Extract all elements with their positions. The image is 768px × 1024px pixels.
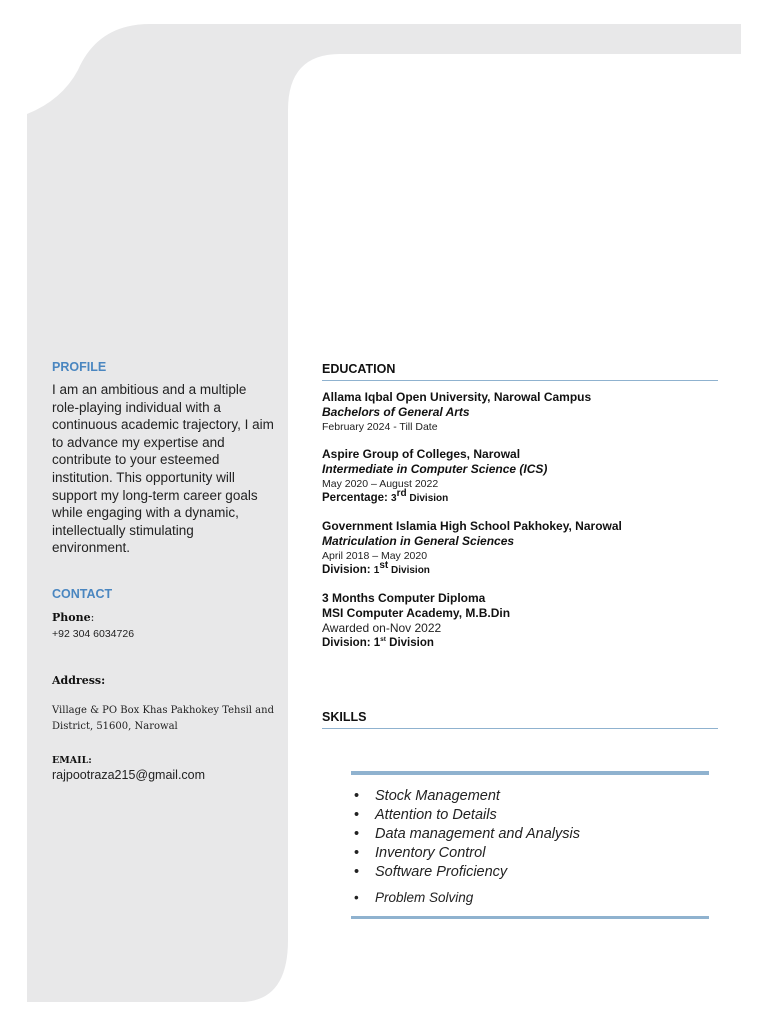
edu-school: Allama Iqbal Open University, Narowal Campus (322, 390, 592, 404)
profile-heading: PROFILE (52, 360, 107, 374)
bullet-icon: • (354, 890, 359, 905)
edu-institute: MSI Computer Academy, M.B.Din (322, 606, 511, 620)
edu-result (322, 488, 718, 506)
bullet-icon: • (354, 864, 360, 880)
edu-result-sup: st (379, 560, 389, 572)
skill-item (354, 844, 709, 863)
edu-result-rest: Division (406, 493, 449, 504)
address-value: Village & PO Box Khas Pakhokey Tehsil and District, 51600, Narowal (52, 704, 274, 732)
skill-item (354, 825, 709, 844)
edu-school: Government Islamia High School Pakhokey, Narowal (322, 519, 622, 533)
skill-item (354, 888, 709, 907)
address-label: Address: (52, 673, 106, 687)
edu-date: Awarded on-Nov 2022 (322, 621, 442, 635)
bullet-icon: • (354, 807, 360, 823)
edu-result-rest: Division (388, 565, 430, 576)
edu-date: April 2018 – May 2020 (322, 550, 428, 562)
bullet-icon: • (354, 788, 360, 804)
edu-result-num: 3 (391, 493, 397, 504)
edu-degree: Matriculation in General Sciences (322, 534, 515, 548)
edu-degree: Bachelors of General Arts (322, 405, 470, 419)
profile-text: I am an ambitious and a multiple role-playing individual with a continuous academic trajectory, I aim to advance my expertise and contribute to your esteemed institution. This opportunity will support my long-term career goals while engaging with a dynamic, intellectually stimulating environment. (52, 382, 274, 556)
sidebar (52, 360, 274, 782)
skill-label: Problem Solving (375, 890, 474, 905)
edu-school: Aspire Group of Colleges, Narowal (322, 447, 521, 461)
skill-label: Data management and Analysis (375, 826, 580, 842)
edu-result (322, 560, 718, 578)
edu-result-sup: rd (396, 488, 407, 500)
skills-heading: SKILLS (322, 710, 718, 729)
education-item (322, 447, 718, 506)
edu-result-label: Division: (322, 637, 374, 649)
bullet-icon: • (354, 826, 360, 842)
education-item (322, 519, 718, 578)
edu-result-rest: Division (385, 637, 434, 649)
education-heading: EDUCATION (322, 362, 718, 381)
edu-result-num: 1 (373, 637, 381, 649)
phone-label: Phone (52, 610, 91, 624)
skill-item (354, 863, 709, 882)
skill-item (354, 787, 709, 806)
skill-label: Inventory Control (375, 845, 486, 861)
skills-box (351, 771, 709, 919)
edu-result-sup: st (380, 636, 386, 644)
phone-colon: : (90, 610, 95, 624)
bullet-icon: • (354, 845, 360, 861)
skills-list (351, 775, 709, 907)
edu-degree: Intermediate in Computer Science (ICS) (322, 462, 548, 476)
phone-line (52, 608, 274, 626)
email-value[interactable]: rajpootraza215@gmail.com (52, 767, 206, 782)
email-label: EMAIL: (52, 754, 92, 766)
skill-label: Software Proficiency (375, 864, 508, 880)
edu-school: 3 Months Computer Diploma (322, 591, 486, 605)
edu-result (322, 636, 718, 651)
edu-result-label: Division: (322, 564, 374, 576)
skill-item (354, 806, 709, 825)
education-list (322, 390, 718, 651)
phone-value: +92 304 6034726 (52, 627, 135, 640)
education-item (322, 591, 718, 651)
contact-heading: CONTACT (52, 586, 113, 601)
education-item (322, 390, 718, 434)
edu-result-num: 1 (373, 565, 380, 576)
edu-result-label: Percentage: (322, 492, 392, 504)
education-section (322, 362, 718, 664)
skill-label: Attention to Details (375, 807, 497, 823)
skill-label: Stock Management (375, 788, 500, 804)
edu-date: May 2020 – August 2022 (322, 478, 439, 490)
edu-date: February 2024 - Till Date (322, 421, 438, 433)
